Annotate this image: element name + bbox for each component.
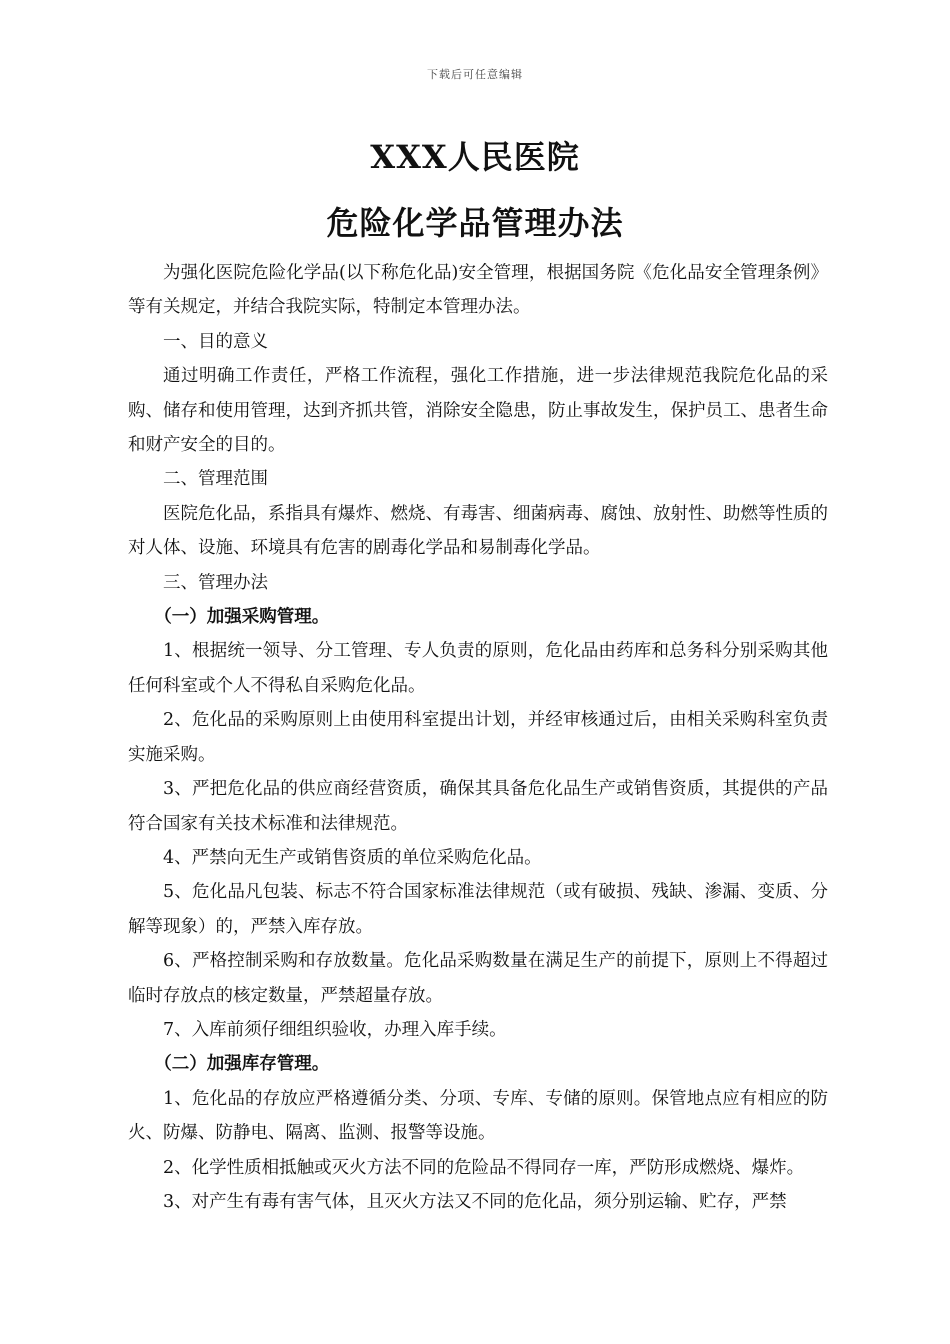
intro-paragraph: 为强化医院危险化学品(以下称危化品)安全管理，根据国务院《危化品安全管理条例》等有关规定，并结合我院实际，特制定本管理办法。: [128, 263, 828, 318]
list-item: 3、严把危化品的供应商经营资质，确保其具备危化品生产或销售资质，其提供的产品符合国家有关技术标准和法律规范。: [128, 779, 828, 834]
document-body: [128, 256, 828, 1219]
list-item: 7、入库前须仔细组织验收，办理入库手续。: [163, 1019, 507, 1040]
section-heading-scope: 二、管理范围: [163, 469, 268, 490]
paragraph: 医院危化品，系指具有爆炸、燃烧、有毒害、细菌病毒、腐蚀、放射性、助燃等性质的对人体、设施、环境具有危害的剧毒化学品和易制毒化学品。: [128, 503, 828, 559]
list-item: 5、危化品凡包装、标志不符合国家标准法律规范（或有破损、残缺、渗漏、变质、分解等现象）的，严禁入库存放。: [128, 882, 828, 937]
list-item: 1、根据统一领导、分工管理、专人负责的原则，危化品由药库和总务科分别采购其他任何科室或个人不得私自采购危化品。: [128, 641, 828, 696]
subsection-heading-procurement: （一）加强采购管理。: [154, 607, 330, 628]
list-item: 2、危化品的采购原则上由使用科室提出计划，并经审核通过后，由相关采购科室负责实施采购。: [128, 710, 828, 765]
subsection-heading-storage: （二）加强库存管理。: [154, 1054, 330, 1075]
paragraph: 通过明确工作责任，严格工作流程，强化工作措施，进一步法律规范我院危化品的采购、储存和使用管理，达到齐抓共管，消除安全隐患，防止事故发生，保护员工、患者生命和财产安全的目的。: [128, 366, 828, 456]
document-title-hospital: XXX人民医院: [370, 138, 580, 176]
header-note: 下载后可任意编辑: [427, 68, 523, 81]
document-title-subject: 危险化学品管理办法: [326, 204, 624, 242]
list-item: 1、危化品的存放应严格遵循分类、分项、专库、专储的原则。保管地点应有相应的防火、防爆、防静电、隔离、监测、报警等设施。: [128, 1088, 828, 1144]
list-item: 3、对产生有毒有害气体，且灭火方法又不同的危化品，须分别运输、贮存，严禁: [163, 1191, 787, 1212]
list-item: 2、化学性质相抵触或灭火方法不同的危险品不得同存一库，严防形成燃烧、爆炸。: [163, 1157, 805, 1178]
section-heading-measures: 三、管理办法: [163, 572, 268, 593]
list-item: 6、严格控制采购和存放数量。危化品采购数量在满足生产的前提下，原则上不得超过临时存放点的核定数量，严禁超量存放。: [128, 951, 828, 1006]
section-heading-purpose: 一、目的意义: [163, 331, 268, 352]
list-item: 4、严禁向无生产或销售资质的单位采购危化品。: [163, 847, 542, 868]
